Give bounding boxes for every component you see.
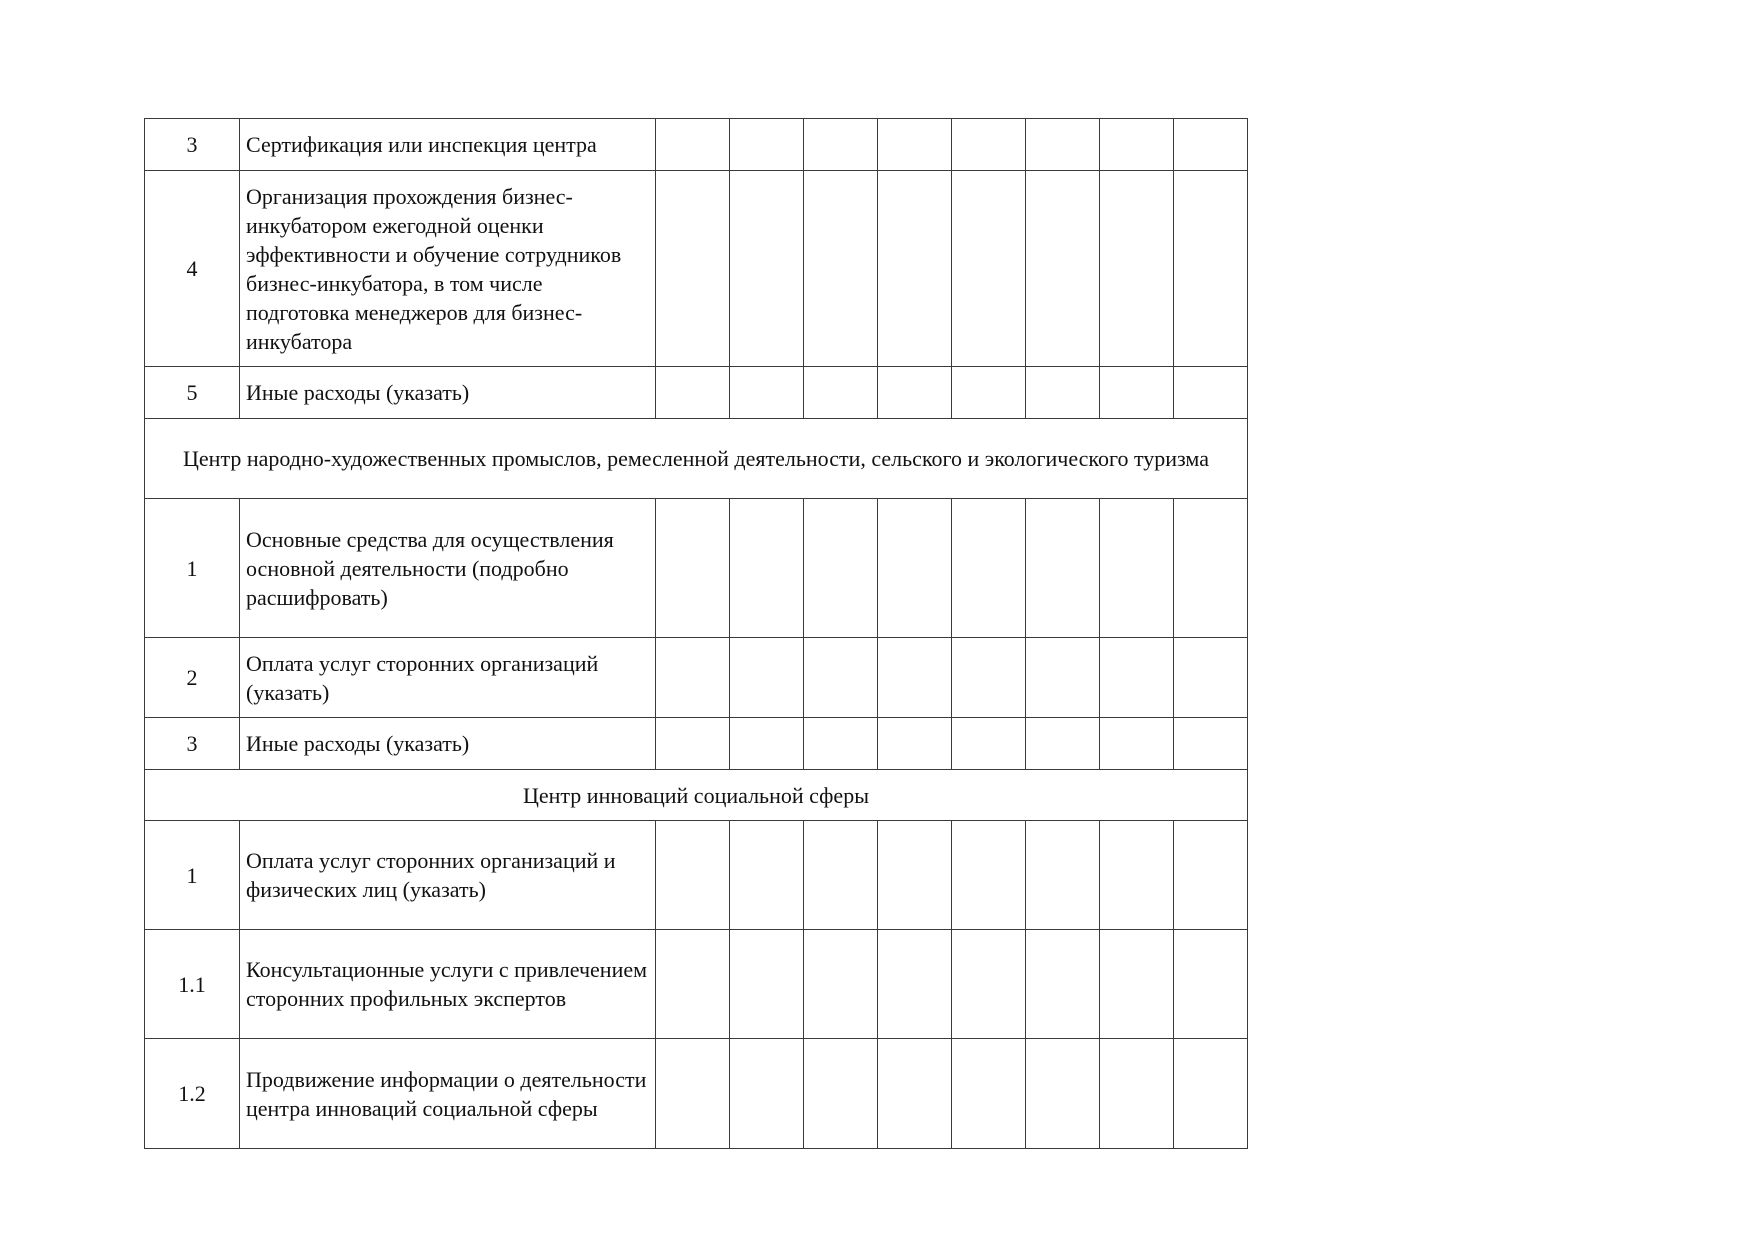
section-header-row (145, 770, 1248, 821)
table-row (145, 718, 1248, 770)
value-cell (952, 718, 1026, 770)
row-description: Иные расходы (указать) (240, 718, 656, 770)
value-cell (878, 171, 952, 367)
row-description: Сертификация или инспекция центра (240, 119, 656, 171)
value-cell (952, 119, 1026, 171)
row-description: Консультационные услуги с привлечением сторонних профильных экспертов (240, 930, 656, 1039)
row-description: Организация прохождения бизнес-инкубатором ежегодной оценки эффективности и обучение сотрудников бизнес-инкубатора, в том числе подготовка менеджеров для бизнес-инкубатора (240, 171, 656, 367)
value-cell (730, 638, 804, 718)
row-number: 3 (145, 119, 240, 171)
value-cell (878, 119, 952, 171)
value-cell (1100, 930, 1174, 1039)
value-cell (1026, 718, 1100, 770)
table-row (145, 119, 1248, 171)
row-number: 5 (145, 367, 240, 419)
value-cell (1026, 367, 1100, 419)
value-cell (952, 499, 1026, 638)
budget-table (144, 118, 1248, 1149)
value-cell (656, 638, 730, 718)
value-cell (1026, 821, 1100, 930)
value-cell (656, 821, 730, 930)
value-cell (1174, 367, 1248, 419)
value-cell (804, 367, 878, 419)
value-cell (1026, 1039, 1100, 1149)
value-cell (1026, 930, 1100, 1039)
value-cell (878, 821, 952, 930)
row-number: 2 (145, 638, 240, 718)
section-title: Центр инноваций социальной сферы (145, 770, 1248, 821)
value-cell (730, 1039, 804, 1149)
table-row (145, 499, 1248, 638)
row-number: 1 (145, 821, 240, 930)
value-cell (1174, 119, 1248, 171)
value-cell (804, 1039, 878, 1149)
value-cell (1026, 171, 1100, 367)
value-cell (804, 171, 878, 367)
table-row (145, 171, 1248, 367)
value-cell (1100, 171, 1174, 367)
row-number: 1.1 (145, 930, 240, 1039)
value-cell (1100, 499, 1174, 638)
value-cell (1026, 499, 1100, 638)
value-cell (804, 821, 878, 930)
value-cell (878, 499, 952, 638)
table-row (145, 1039, 1248, 1149)
row-number: 4 (145, 171, 240, 367)
value-cell (656, 930, 730, 1039)
value-cell (730, 171, 804, 367)
row-number: 3 (145, 718, 240, 770)
value-cell (804, 499, 878, 638)
table-row (145, 367, 1248, 419)
value-cell (1174, 638, 1248, 718)
value-cell (1174, 1039, 1248, 1149)
value-cell (1100, 1039, 1174, 1149)
value-cell (656, 171, 730, 367)
value-cell (952, 930, 1026, 1039)
value-cell (952, 638, 1026, 718)
row-description: Продвижение информации о деятельности центра инноваций социальной сферы (240, 1039, 656, 1149)
value-cell (1026, 119, 1100, 171)
value-cell (1100, 718, 1174, 770)
table-row (145, 821, 1248, 930)
value-cell (878, 718, 952, 770)
value-cell (952, 1039, 1026, 1149)
value-cell (656, 119, 730, 171)
value-cell (804, 638, 878, 718)
row-description: Иные расходы (указать) (240, 367, 656, 419)
value-cell (730, 499, 804, 638)
value-cell (656, 1039, 730, 1149)
value-cell (1174, 930, 1248, 1039)
row-description: Оплата услуг сторонних организаций и физических лиц (указать) (240, 821, 656, 930)
value-cell (730, 930, 804, 1039)
value-cell (656, 718, 730, 770)
value-cell (1100, 367, 1174, 419)
value-cell (656, 367, 730, 419)
value-cell (1100, 821, 1174, 930)
row-number: 1.2 (145, 1039, 240, 1149)
value-cell (1100, 119, 1174, 171)
value-cell (1026, 638, 1100, 718)
row-description: Оплата услуг сторонних организаций (указать) (240, 638, 656, 718)
value-cell (878, 367, 952, 419)
value-cell (730, 367, 804, 419)
value-cell (878, 930, 952, 1039)
value-cell (1174, 499, 1248, 638)
section-header-row (145, 419, 1248, 499)
value-cell (804, 718, 878, 770)
value-cell (730, 718, 804, 770)
value-cell (730, 821, 804, 930)
table-row (145, 638, 1248, 718)
table-row (145, 930, 1248, 1039)
row-description: Основные средства для осуществления основной деятельности (подробно расшифровать) (240, 499, 656, 638)
section-title: Центр народно-художественных промыслов, ремесленной деятельности, сельского и экологического туризма (145, 419, 1248, 499)
value-cell (952, 821, 1026, 930)
value-cell (1100, 638, 1174, 718)
value-cell (804, 930, 878, 1039)
table-body (145, 119, 1248, 1149)
value-cell (1174, 171, 1248, 367)
value-cell (952, 367, 1026, 419)
value-cell (656, 499, 730, 638)
row-number: 1 (145, 499, 240, 638)
value-cell (878, 638, 952, 718)
value-cell (1174, 821, 1248, 930)
value-cell (878, 1039, 952, 1149)
value-cell (1174, 718, 1248, 770)
value-cell (804, 119, 878, 171)
value-cell (730, 119, 804, 171)
value-cell (952, 171, 1026, 367)
